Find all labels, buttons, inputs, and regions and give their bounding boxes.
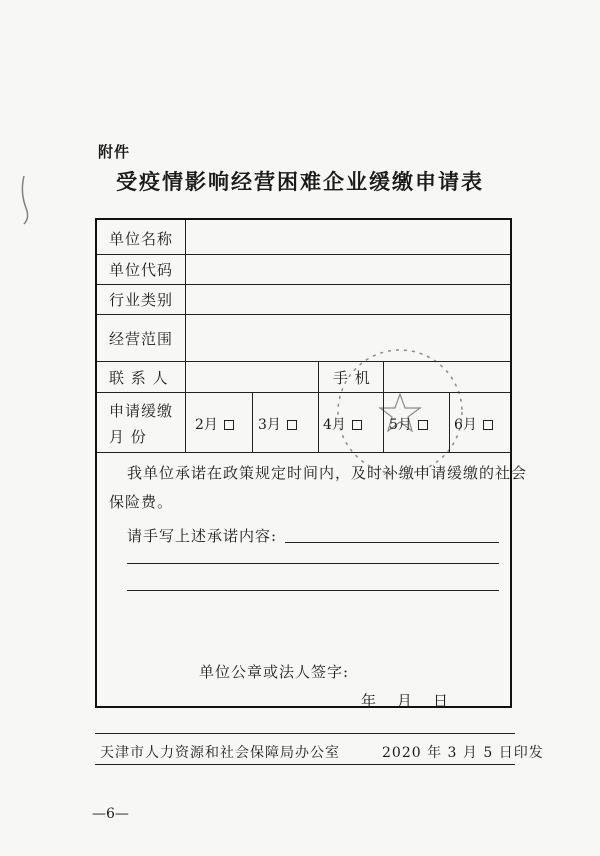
contact-label: 联 系 人 [109, 369, 169, 387]
checkbox-icon[interactable] [287, 420, 297, 430]
apply-month-label-line2: 月 份 [109, 428, 147, 446]
date-month: 月 [397, 692, 414, 710]
form-title: 受疫情影响经营困难企业缓缴申请表 [116, 169, 484, 194]
checkbox-icon[interactable] [483, 420, 493, 430]
footer-rule-bottom [95, 764, 515, 765]
issuing-office: 天津市人力资源和社会保障局办公室 [100, 745, 340, 761]
seal-signature-label: 单位公章或法人签字: [199, 663, 350, 681]
industry-label: 行业类别 [109, 291, 174, 309]
mobile-label: 手 机 [333, 369, 371, 387]
page-number: —6— [92, 806, 129, 822]
apply-month-label-line1: 申请缓缴 [109, 402, 174, 420]
issue-date: 2020 年 3 月 5 日印发 [382, 745, 544, 761]
checkbox-icon[interactable] [224, 420, 234, 430]
commitment-text-cont: 保险费。 [109, 493, 174, 511]
handwrite-prompt: 请手写上述承诺内容: [127, 527, 278, 545]
month-label: 3月 [258, 417, 281, 433]
month-option-feb[interactable] [195, 414, 234, 434]
attachment-label: 附件 [98, 143, 131, 161]
month-label: 4月 [323, 417, 346, 433]
official-seal-icon [330, 342, 470, 482]
business-scope-label: 经营范围 [109, 330, 174, 348]
month-label: 2月 [195, 417, 218, 433]
month-option-mar[interactable] [258, 414, 297, 434]
month-label: 6月 [454, 417, 477, 433]
handwrite-line-3[interactable] [127, 590, 499, 591]
date-day: 日 [433, 692, 450, 710]
unit-code-label: 单位代码 [109, 261, 174, 279]
footer-rule-top [95, 733, 515, 734]
date-year: 年 [361, 692, 378, 710]
handwrite-line-1[interactable] [285, 542, 499, 543]
commitment-text: 我单位承诺在政策规定时间内，及时补缴申请缓缴的社会 [127, 464, 528, 482]
margin-mark [18, 172, 38, 228]
month-label: 5月 [389, 417, 412, 433]
unit-name-label: 单位名称 [109, 230, 174, 248]
handwrite-line-2[interactable] [127, 563, 499, 564]
